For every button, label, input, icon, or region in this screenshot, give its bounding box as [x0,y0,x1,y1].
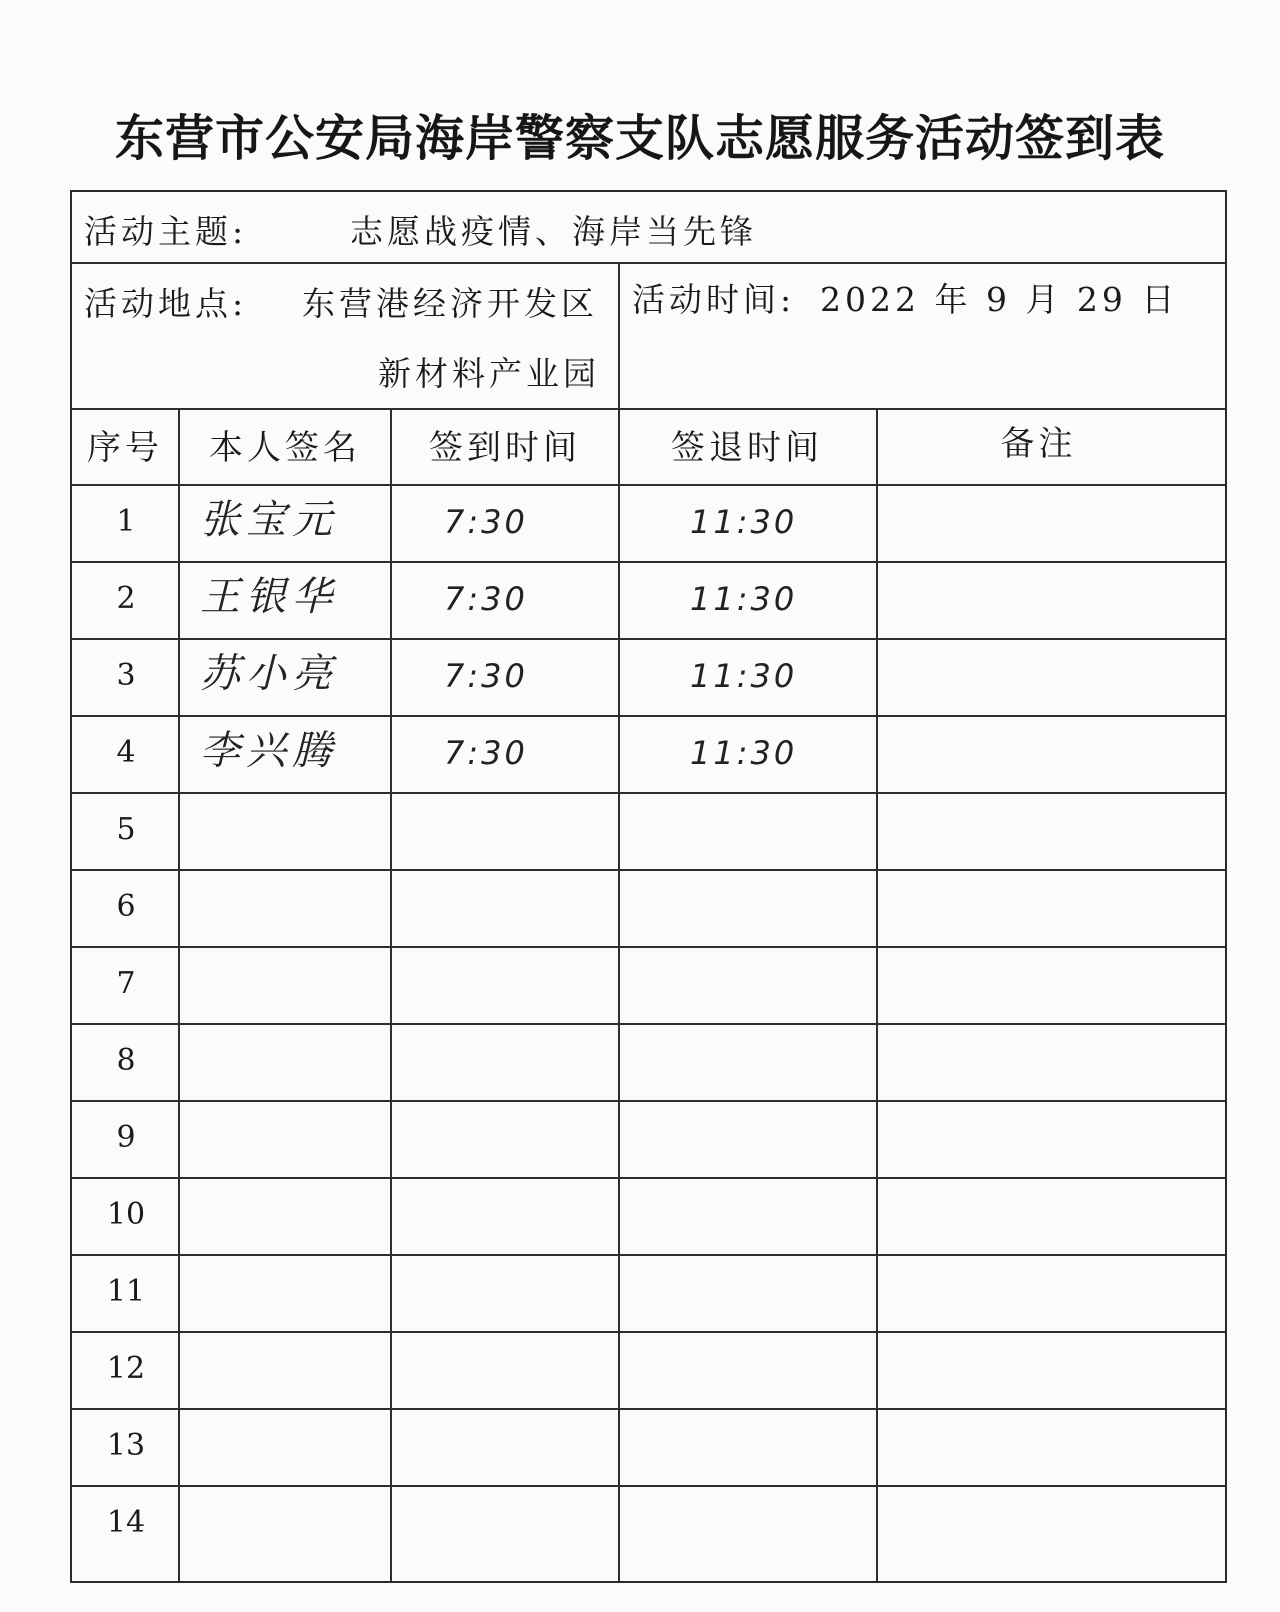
sign-out-time: 11:30 [690,657,798,695]
row-number: 8 [116,1043,136,1078]
signature: 苏小亮 [200,651,338,697]
column-line [876,408,878,1581]
row-divider [72,1485,1225,1487]
row-number: 11 [106,1274,146,1309]
page-title: 东营市公安局海岸警察支队志愿服务活动签到表 [114,110,1165,167]
row-divider [72,1254,1225,1256]
sign-out-time: 11:30 [690,580,798,618]
sign-out-time: 11:30 [690,503,798,541]
divider [72,408,1225,410]
row-number: 7 [116,966,136,1001]
row-number: 2 [116,581,136,616]
row-number: 3 [116,658,136,693]
signature: 王银华 [200,574,338,620]
header-sign-out-time: 签退时间 [671,428,823,468]
column-line [618,408,620,1581]
divider [72,484,1225,486]
header-remarks: 备注 [1000,424,1077,464]
row-divider [72,561,1225,563]
theme-label: 活动主题: [84,212,248,251]
sign-in-time: 7:30 [444,734,528,772]
row-number: 6 [116,889,136,924]
row-divider [72,1023,1225,1025]
row-number: 1 [116,504,136,539]
sign-in-time: 7:30 [444,580,528,618]
row-divider [72,1408,1225,1410]
row-divider [72,946,1225,948]
row-number: 12 [106,1351,146,1386]
sign-out-time: 11:30 [690,734,798,772]
location-line1: 东营港经济开发区 [302,284,598,323]
row-divider [72,638,1225,640]
signature: 李兴腾 [200,728,338,774]
sign-in-sheet [70,190,1227,1583]
row-divider [72,1331,1225,1333]
row-number: 13 [106,1428,146,1463]
row-divider [72,792,1225,794]
location-line2: 新材料产业园 [378,354,600,393]
signature: 张宝元 [200,497,338,543]
row-number: 10 [106,1197,146,1232]
row-divider [72,715,1225,717]
row-divider [72,869,1225,871]
row-divider [72,1100,1225,1102]
theme-value: 志愿战疫情、海岸当先锋 [350,212,757,251]
sign-in-time: 7:30 [444,503,528,541]
header-sign-in-time: 签到时间 [429,428,581,468]
row-divider [72,1177,1225,1179]
row-number: 5 [116,812,136,847]
header-serial: 序号 [87,428,163,468]
time-value: 2022 年 9 月 29 日 [820,280,1179,319]
location-label: 活动地点: [84,284,248,323]
row-number: 14 [106,1505,146,1540]
row-number: 9 [116,1120,136,1155]
row-number: 4 [116,735,136,770]
header-signature: 本人签名 [209,428,361,468]
time-label: 活动时间: [632,280,796,319]
sign-in-time: 7:30 [444,657,528,695]
column-line [390,408,392,1581]
divider [618,262,620,410]
divider [72,262,1225,264]
